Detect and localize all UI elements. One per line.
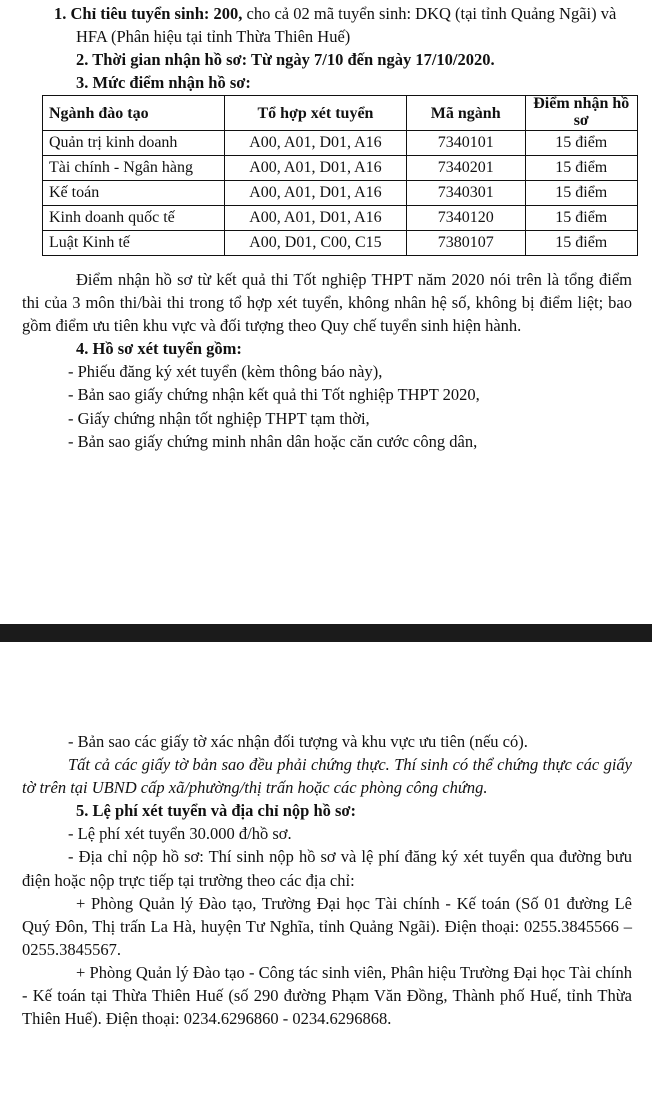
table-header-row — [43, 96, 638, 131]
table-cell: A00, A01, D01, A16 — [224, 155, 406, 180]
address-quang-ngai: + Phòng Quản lý Đào tạo, Trường Đại học Tài chính - Kế toán (Số 01 đường Lê Quý Đôn, Thị trấn La Hà, huyện Tư Nghĩa, tỉnh Quảng Ngãi). Điện thoại: 0255.3845566 – 0255.3845567. — [22, 893, 632, 959]
table-cell: Kinh doanh quốc tế — [43, 205, 225, 230]
list-item: - Giấy chứng nhận tốt nghiệp THPT tạm thời, — [68, 408, 370, 428]
section-5-heading: 5. Lệ phí xét tuyển và địa chỉ nộp hồ sơ: — [76, 801, 357, 821]
table-row — [43, 180, 638, 205]
notarization-note: Tất cả các giấy tờ bản sao đều phải chứng thực. Thí sinh có thể chứng thực các giấy tờ trên tại UBND cấp xã/phường/thị trấn hoặc các phòng công chứng. — [22, 755, 632, 798]
table-row — [43, 230, 638, 255]
table-cell: 7340301 — [406, 180, 525, 205]
table-row — [43, 155, 638, 180]
admission-score-table — [42, 95, 638, 256]
table-cell: Quản trị kinh doanh — [43, 130, 225, 155]
table-cell: 7380107 — [406, 230, 525, 255]
address-intro: - Địa chỉ nộp hồ sơ: Thí sinh nộp hồ sơ và lệ phí đăng ký xét tuyển qua đường bưu điện hoặc nộp trực tiếp tại trường theo các địa chỉ: — [22, 847, 632, 890]
address-hue: + Phòng Quản lý Đào tạo - Công tác sinh viên, Phân hiệu Trường Đại học Tài chính - Kế toán tại Thừa Thiên Huế (số 290 đường Phạm Văn Đồng, Thành phố Huế, tỉnh Thừa Thiên Huế). Điện thoại: 0234.6296860 - 0234.6296868. — [22, 962, 632, 1029]
table-cell: 7340120 — [406, 205, 525, 230]
table-cell: Luật Kinh tế — [43, 230, 225, 255]
table-cell: 7340201 — [406, 155, 525, 180]
table-cell: 15 điểm — [525, 230, 638, 255]
table-cell: 15 điểm — [525, 180, 638, 205]
section-1-text: cho cả 02 mã tuyển sinh: DKQ (tại tỉnh Quảng Ngãi) và HFA (Phân hiệu tại tỉnh Thừa Thiên Huế) — [76, 4, 617, 47]
table-cell: A00, A01, D01, A16 — [224, 130, 406, 155]
table-cell: Tài chính - Ngân hàng — [43, 155, 225, 180]
table-cell: Kế toán — [43, 180, 225, 205]
table-row — [43, 130, 638, 155]
list-item: - Bản sao các giấy tờ xác nhận đối tượng và khu vực ưu tiên (nếu có). — [68, 732, 528, 751]
list-item: - Bản sao giấy chứng nhận kết quả thi Tốt nghiệp THPT 2020, — [68, 385, 480, 405]
table-header-cell: Điểm nhận hồ sơ — [525, 96, 638, 131]
table-cell: A00, D01, C00, C15 — [224, 230, 406, 255]
table-cell: A00, A01, D01, A16 — [224, 180, 406, 205]
table-cell: 7340101 — [406, 130, 525, 155]
section-1 — [22, 2, 632, 48]
section-3-heading: 3. Mức điểm nhận hồ sơ: — [76, 73, 251, 93]
table-row — [43, 205, 638, 230]
section-1-heading: 1. Chỉ tiêu tuyển sinh: 200, — [54, 4, 243, 23]
list-item: - Bản sao giấy chứng minh nhân dân hoặc căn cước công dân, — [68, 431, 478, 451]
table-cell: A00, A01, D01, A16 — [224, 205, 406, 230]
table-header-cell: Mã ngành — [406, 96, 525, 131]
table-cell: 15 điểm — [525, 130, 638, 155]
table-header-cell: Tổ hợp xét tuyển — [224, 96, 406, 131]
section-2-heading: 2. Thời gian nhận hồ sơ: Từ ngày 7/10 đến ngày 17/10/2020. — [76, 50, 495, 70]
table-cell: 15 điểm — [525, 205, 638, 230]
page-break-divider — [0, 624, 652, 642]
list-item: - Phiếu đăng ký xét tuyển (kèm thông báo này), — [68, 362, 383, 382]
table-header-cell: Ngành đào tạo — [43, 96, 225, 131]
section-4-heading: 4. Hồ sơ xét tuyển gồm: — [76, 339, 242, 359]
table-cell: 15 điểm — [525, 155, 638, 180]
fee-line: - Lệ phí xét tuyển 30.000 đ/hồ sơ. — [68, 824, 292, 844]
document-page-2 — [0, 642, 652, 1094]
score-explanation-paragraph: Điểm nhận hồ sơ từ kết quả thi Tốt nghiệp THPT năm 2020 nói trên là tổng điểm thi của 3 môn thi/bài thi trong tổ hợp xét tuyển, không nhân hệ số, không bị điểm liệt; bao gồm điểm ưu tiên khu vực và đối tượng theo Quy chế tuyển sinh hiện hành. — [22, 269, 632, 336]
